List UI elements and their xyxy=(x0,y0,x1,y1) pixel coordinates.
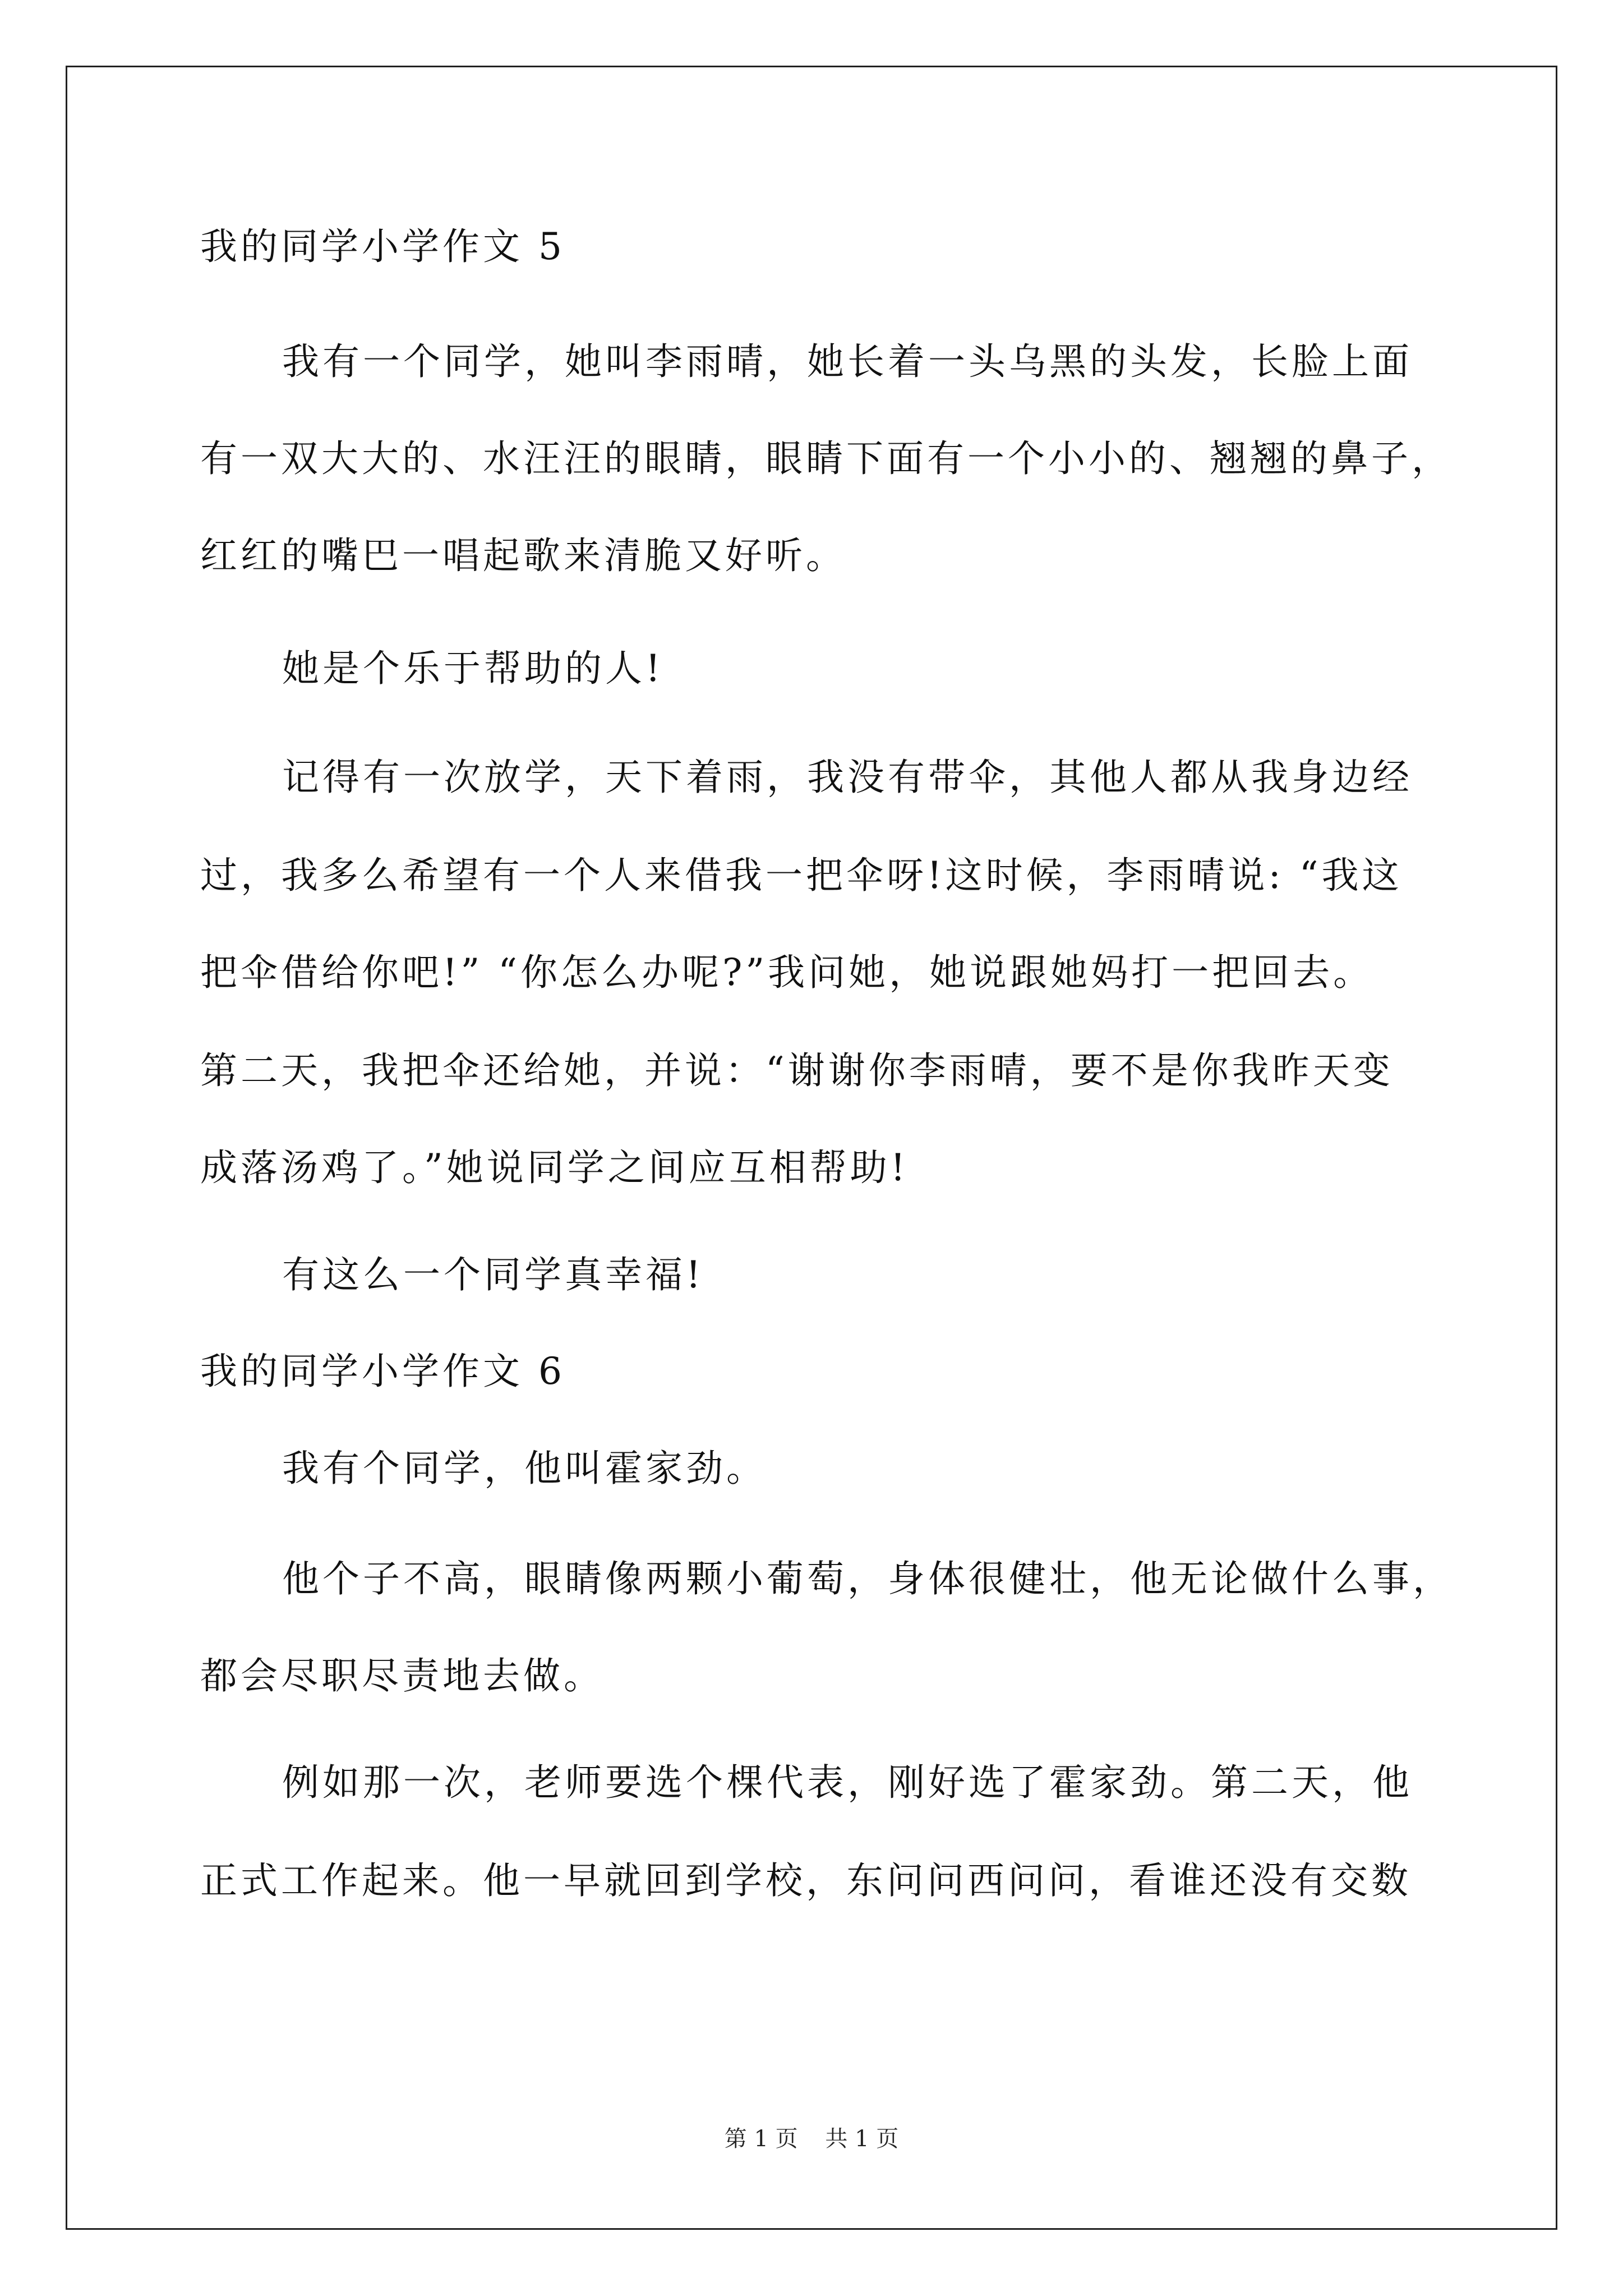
paragraph-line: 我有个同学，他叫霍家劲。 xyxy=(282,1447,767,1490)
paragraph-line: 红红的嘴巴一唱起歌来清脆又好听。 xyxy=(200,534,846,577)
essay-title: 我的同学小学作文 5 xyxy=(200,225,565,268)
paragraph-line: 把伞借给你吧!” “你怎么办呢?”我问她，她说跟她妈打一把回去。 xyxy=(200,951,1374,994)
page-total: 共 1 页 xyxy=(825,2126,899,2152)
essay-title: 我的同学小学作文 6 xyxy=(200,1350,565,1393)
paragraph-line: 例如那一次，老师要选个棵代表，刚好选了霍家劲。第二天，他 xyxy=(282,1761,1413,1804)
paragraph-line: 第二天，我把伞还给她，并说：“谢谢你李雨晴，要不是你我昨天变 xyxy=(200,1049,1394,1092)
page-footer xyxy=(0,2125,1623,2153)
paragraph-line: 他个子不高，眼睛像两颗小葡萄，身体很健壮，他无论做什么事， xyxy=(282,1557,1453,1600)
paragraph-line: 有这么一个同学真幸福! xyxy=(282,1253,704,1296)
paragraph-line: 成落汤鸡了。”她说同学之间应互相帮助! xyxy=(200,1146,909,1189)
paragraph-line: 她是个乐于帮助的人! xyxy=(282,647,664,690)
paragraph-line: 过，我多么希望有一个人来借我一把伞呀!这时候，李雨晴说: “我这 xyxy=(200,854,1403,897)
paragraph-line: 记得有一次放学，天下着雨，我没有带伞，其他人都从我身边经 xyxy=(282,756,1413,799)
paragraph-line: 正式工作起来。他一早就回到学校，东问问西问问，看谁还没有交数 xyxy=(200,1859,1412,1902)
paragraph-line: 我有一个同学，她叫李雨晴，她长着一头乌黑的头发，长脸上面 xyxy=(282,340,1413,383)
paragraph-line: 都会尽职尽责地去做。 xyxy=(200,1654,604,1697)
page-number: 第 1 页 xyxy=(724,2126,798,2152)
paragraph-line: 有一双大大的、水汪汪的眼睛，眼睛下面有一个小小的、翘翘的鼻子， xyxy=(200,437,1452,480)
